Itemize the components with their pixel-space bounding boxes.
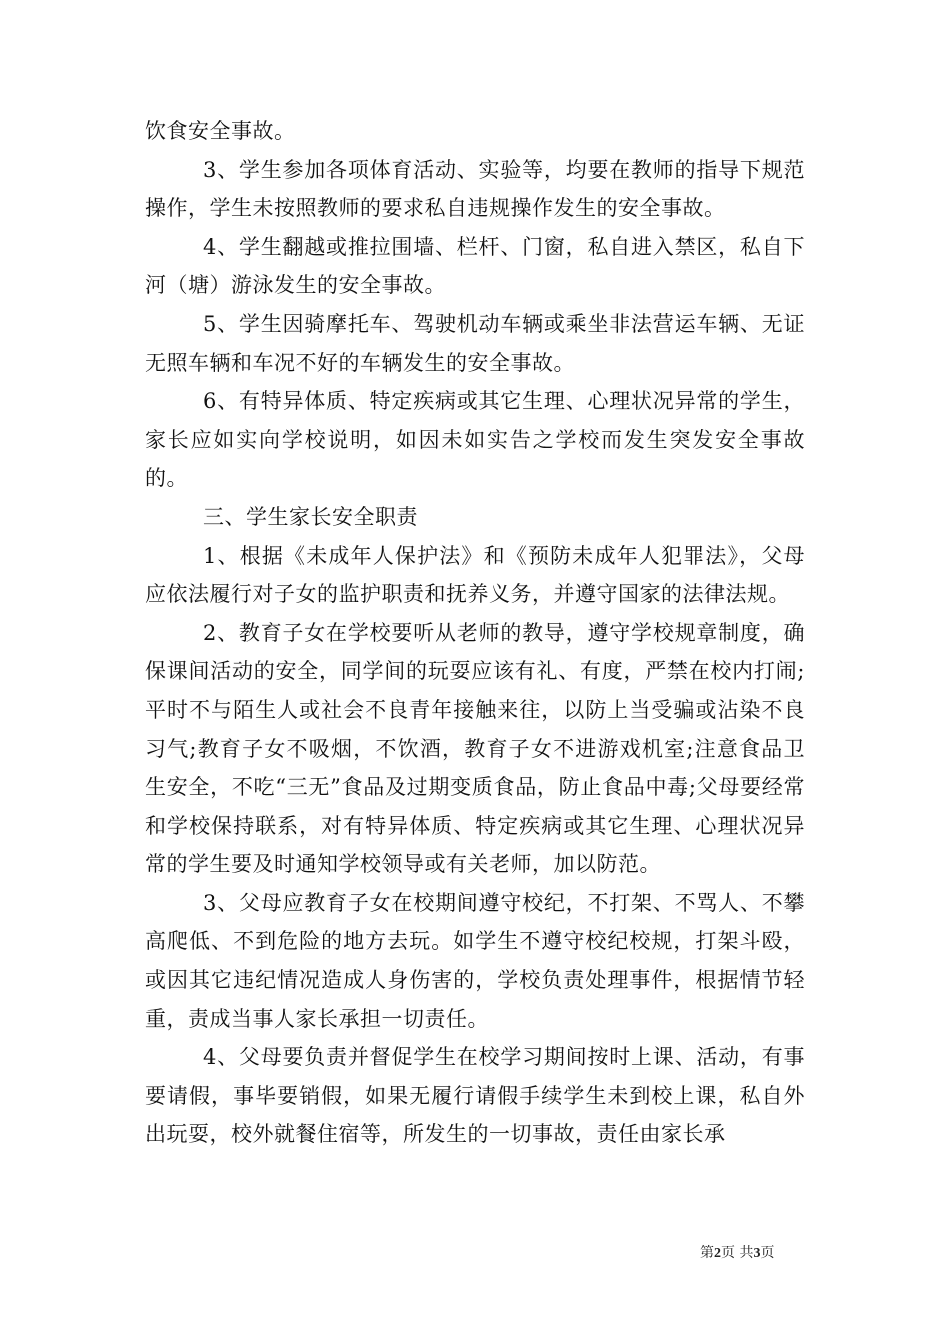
paragraph-item-5: 5、学生因骑摩托车、驾驶机动车辆或乘坐非法营运车辆、无证无照车辆和车况不好的车辆发生的安全事故。 — [145, 311, 805, 375]
footer-prefix: 第 — [700, 1245, 714, 1261]
footer-total-pages: 3 — [753, 1246, 761, 1261]
paragraph-continuation: 饮食安全事故。 — [145, 119, 296, 143]
footer-current-page: 2 — [714, 1246, 721, 1261]
document-body — [145, 112, 805, 1154]
paragraph-parent-3: 3、父母应教育子女在校期间遵守校纪，不打架、不骂人、不攀高爬低、不到危险的地方去玩。如学生不遵守校纪校规，打架斗殴，或因其它违纪情况造成人身伤害的，学校负责处理事件，根据情节轻重，责成当事人家长承担一切责任。 — [145, 890, 805, 1031]
paragraph-parent-2: 2、教育子女在学校要听从老师的教导，遵守学校规章制度，确保课间活动的安全，同学间的玩耍应该有礼、有度，严禁在校内打闹;平时不与陌生人或社会不良青年接触来往，以防上当受骗或沾染不良习气;教育子女不吸烟，不饮酒，教育子女不进游戏机室;注意食品卫生安全，不吃“三无”食品及过期变质食品，防止食品中毒;父母要经常和学校保持联系，对有特异体质、特定疾病或其它生理、心理状况异常的学生要及时通知学校领导或有关老师，加以防范。 — [145, 620, 805, 877]
footer-middle: 页 共 — [721, 1245, 754, 1261]
page-number-footer — [700, 1244, 820, 1263]
paragraph-item-6: 6、有特异体质、特定疾病或其它生理、心理状况异常的学生，家长应如实向学校说明，如因未如实告之学校而发生突发安全事故的。 — [145, 389, 805, 491]
paragraph-item-3: 3、学生参加各项体育活动、实验等，均要在教师的指导下规范操作，学生未按照教师的要求私自违规操作发生的安全事故。 — [145, 157, 805, 221]
paragraph-item-4: 4、学生翻越或推拉围墙、栏杆、门窗，私自进入禁区，私自下河（塘）游泳发生的安全事故。 — [145, 234, 805, 298]
paragraph-parent-4: 4、父母要负责并督促学生在校学习期间按时上课、活动，有事要请假，事毕要销假，如果无履行请假手续学生未到校上课，私自外出玩耍，校外就餐住宿等，所发生的一切事故，责任由家长承 — [145, 1045, 805, 1147]
section-heading-parent-duties: 三、学生家长安全职责 — [203, 504, 418, 529]
paragraph-parent-1: 1、根据《未成年人保护法》和《预防未成年人犯罪法》，父母应依法履行对子女的监护职责和抚养义务，并遵守国家的法律法规。 — [145, 543, 805, 607]
footer-suffix: 页 — [760, 1245, 775, 1261]
